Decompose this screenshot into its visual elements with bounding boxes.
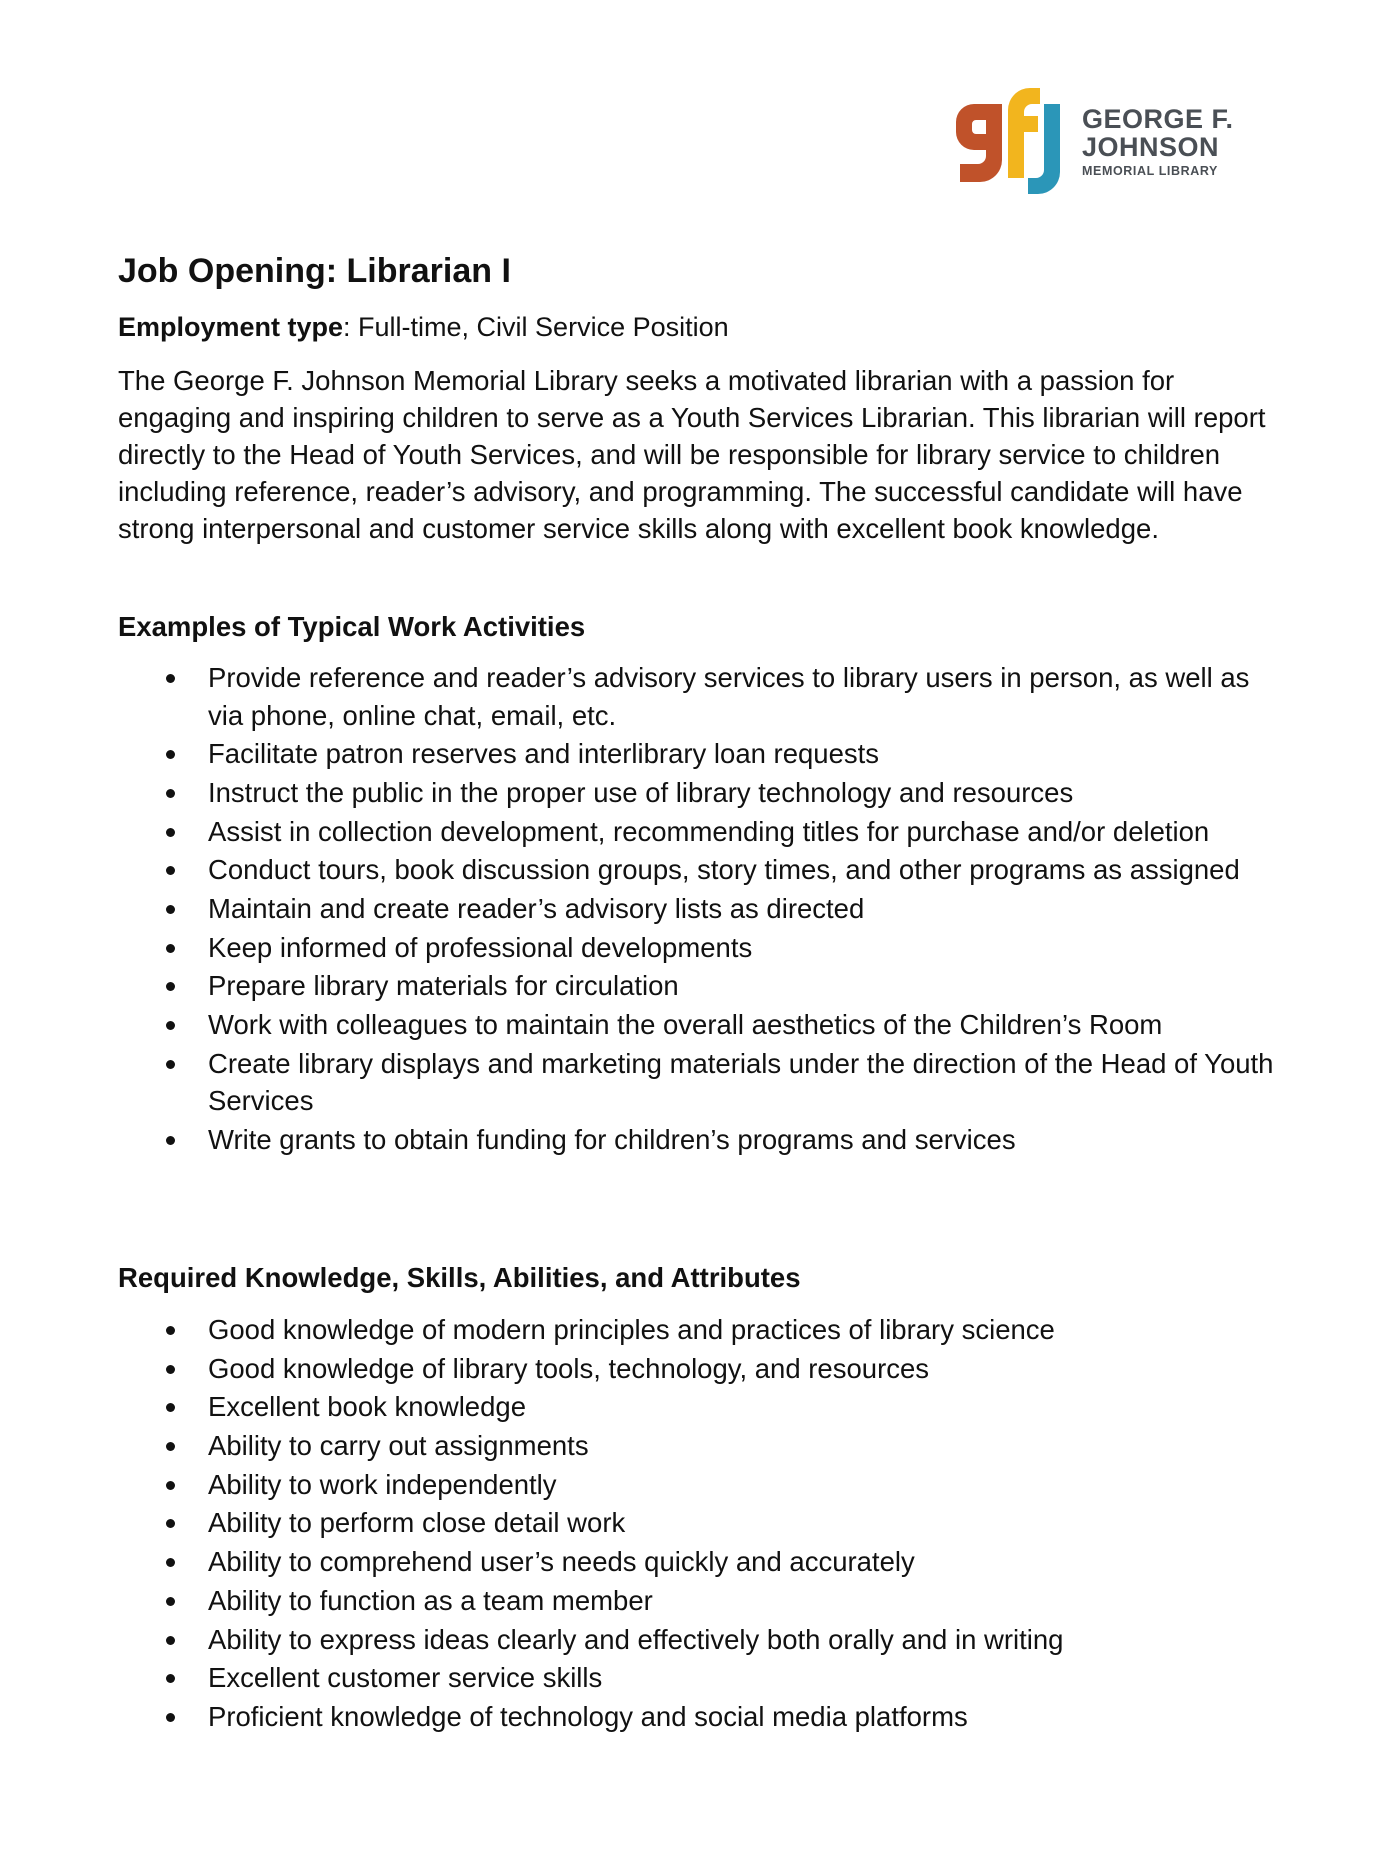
employment-type-label: Employment type (118, 312, 344, 342)
bullet-icon (166, 1597, 175, 1606)
list-item (118, 1504, 1278, 1542)
list-item-text: Ability to carry out assignments (208, 1430, 589, 1462)
list-item-text: Provide reference and reader’s advisory services to library users in person, as well as via phone, online chat, email, etc. (208, 662, 1250, 731)
list-item-text: Maintain and create reader’s advisory lists as directed (208, 892, 865, 924)
list-item-text: Create library displays and marketing materials under the direction of the Head of Youth Services (208, 1047, 1274, 1117)
bullet-icon (166, 1674, 175, 1683)
list-item (118, 1582, 1278, 1620)
list-item-text: Conduct tours, book discussion groups, story times, and other programs as assigned (208, 854, 1240, 886)
list-item (118, 1388, 1278, 1426)
bullet-icon (166, 1021, 175, 1030)
list-item (118, 851, 1278, 889)
list-item (118, 1045, 1278, 1120)
list-item (118, 967, 1278, 1005)
logo-line-george: GEORGE F. (1082, 104, 1234, 134)
list-item (118, 774, 1278, 812)
bullet-icon (166, 1442, 175, 1451)
page-title: Job Opening: Librarian I (118, 252, 511, 290)
employment-type-value: : Full-time, Civil Service Position (343, 312, 729, 342)
list-item-text: Instruct the public in the proper use of library technology and resources (208, 776, 1074, 808)
list-item-text: Ability to comprehend user’s needs quickly and accurately (208, 1546, 915, 1578)
list-item (118, 813, 1278, 851)
requirements-heading: Required Knowledge, Skills, Abilities, and Attributes (118, 1262, 801, 1293)
bullet-icon (166, 944, 175, 953)
list-item (118, 1621, 1278, 1659)
requirements-list (118, 1311, 1278, 1737)
bullet-icon (166, 1365, 175, 1374)
list-item (118, 1659, 1278, 1697)
logo-wordmark (1082, 106, 1234, 178)
employment-type (118, 312, 729, 343)
list-item-text: Prepare library materials for circulation (208, 970, 679, 1002)
bullet-icon (166, 828, 175, 837)
intro-paragraph: The George F. Johnson Memorial Library seeks a motivated librarian with a passion for engaging and inspiring children to serve as a Youth Services Librarian. This librarian will report directly to the Head of Youth Services, and will be responsible for library service to children including reference, reader’s advisory, and programming. The successful candidate will have strong interpersonal and customer service skills along with excellent book knowledge. (118, 365, 1266, 544)
list-item-text: Excellent book knowledge (208, 1391, 526, 1423)
bullet-icon (166, 674, 175, 683)
bullet-icon (166, 866, 175, 875)
list-item-text: Ability to function as a team member (208, 1584, 653, 1616)
list-item (118, 659, 1278, 734)
list-item-text: Ability to perform close detail work (208, 1507, 626, 1539)
activities-list (118, 659, 1278, 1160)
list-item (118, 1311, 1278, 1349)
list-item-text: Assist in collection development, recommending titles for purchase and/or deletion (208, 815, 1210, 847)
list-item-text: Good knowledge of modern principles and practices of library science (208, 1314, 1055, 1345)
list-item (118, 1006, 1278, 1044)
list-item (118, 1427, 1278, 1465)
bullet-icon (166, 1519, 175, 1528)
list-item-text: Facilitate patron reserves and interlibrary loan requests (208, 738, 880, 770)
list-item-text: Work with colleagues to maintain the overall aesthetics of the Children’s Room (208, 1009, 1163, 1040)
logo-line-johnson: JOHNSON (1082, 132, 1220, 162)
logo-line-memorial-library: MEMORIAL LIBRARY (1082, 164, 1218, 178)
gfj-logo-mark (952, 80, 1072, 198)
list-item-text: Ability to express ideas clearly and effectively both orally and in writing (208, 1623, 1064, 1655)
bullet-icon (166, 1713, 175, 1722)
list-item (118, 929, 1278, 967)
bullet-icon (166, 905, 175, 914)
library-logo (952, 80, 1242, 200)
list-item-text: Write grants to obtain funding for children’s programs and services (208, 1123, 1016, 1155)
list-item-text: Proficient knowledge of technology and social media platforms (208, 1700, 968, 1732)
list-item (118, 1543, 1278, 1581)
bullet-icon (166, 750, 175, 759)
list-item (118, 1466, 1278, 1504)
bullet-icon (166, 1481, 175, 1490)
bullet-icon (166, 1636, 175, 1645)
bullet-icon (166, 1403, 175, 1412)
activities-heading: Examples of Typical Work Activities (118, 611, 586, 642)
bullet-icon (166, 789, 175, 798)
list-item (118, 735, 1278, 773)
bullet-icon (166, 1060, 175, 1069)
list-item-text: Good knowledge of library tools, technology, and resources (208, 1352, 930, 1384)
list-item (118, 890, 1278, 928)
list-item-text: Keep informed of professional developments (208, 931, 753, 963)
bullet-icon (166, 1558, 175, 1567)
list-item-text: Ability to work independently (208, 1468, 557, 1500)
list-item (118, 1698, 1278, 1736)
bullet-icon (166, 982, 175, 991)
bullet-icon (166, 1136, 175, 1145)
list-item (118, 1350, 1278, 1388)
list-item (118, 1121, 1278, 1159)
list-item-text: Excellent customer service skills (208, 1662, 603, 1694)
bullet-icon (166, 1326, 175, 1335)
